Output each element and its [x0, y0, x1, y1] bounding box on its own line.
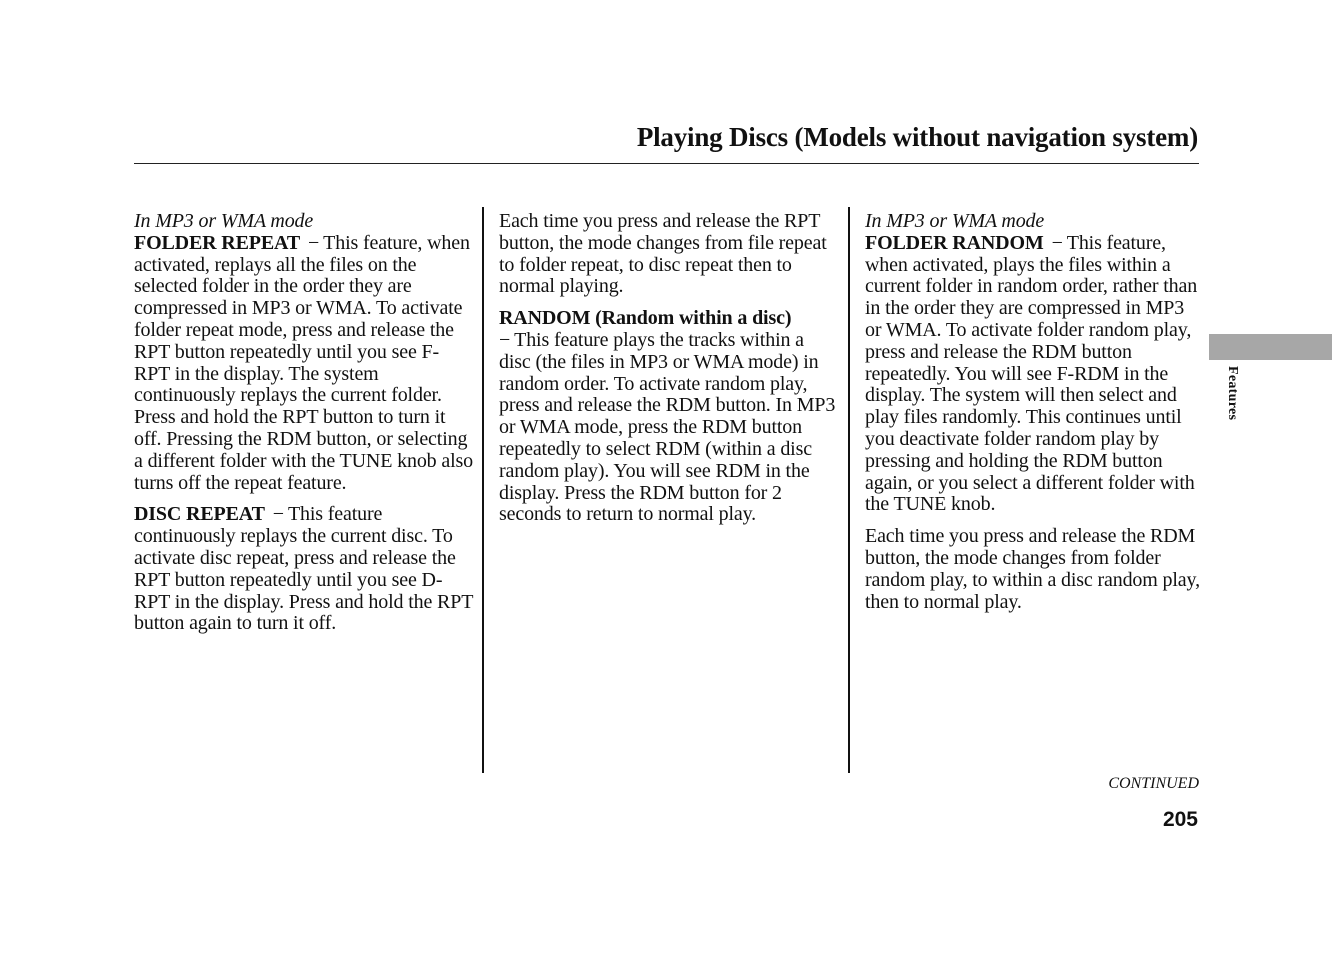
mode-label: In MP3 or WMA mode [865, 210, 1045, 232]
folder-random-section [865, 211, 1205, 516]
dash: − [499, 328, 511, 351]
repeat-cycle-text: Each time you press and release the RPT button, the mode changes from file repeat to folder repeat, to disc repeat then to normal playing. [499, 210, 827, 298]
random-cycle-paragraph [865, 526, 1205, 613]
folder-random-term: FOLDER RANDOM [865, 231, 1044, 254]
folder-random-text: This feature, when activated, plays the files within a current folder in random order, rather than in the order they are compressed in MP3 or WMA. To activate folder random play, press and release the RDM button repeatedly. You will see F-RDM in the display. The system will then select and play files randomly. This continues until you deactivate folder random play by pressing and holding the RDM button again, or you select a different folder with the TUNE knob. [865, 231, 1198, 516]
disc-repeat-text: This feature continuously replays the current disc. To activate disc repeat, press and release the RPT button repeatedly until you see D-RPT in the display. Press and hold the RPT button again to turn it off. [134, 503, 473, 635]
random-section [499, 308, 837, 526]
section-tab [1209, 334, 1332, 360]
column-3 [865, 211, 1205, 623]
repeat-cycle-paragraph [499, 211, 837, 298]
page-number: 205 [1162, 808, 1198, 831]
folder-repeat-section [134, 211, 474, 494]
page-title: Playing Discs (Models without navigation system) [636, 122, 1198, 152]
column-1 [134, 211, 474, 645]
dash: − [272, 503, 284, 526]
folder-repeat-term: FOLDER REPEAT [134, 231, 301, 254]
section-tab-label: Features [1225, 366, 1240, 421]
column-2 [499, 211, 837, 536]
column-divider [482, 207, 484, 773]
column-divider [848, 207, 850, 773]
mode-label: In MP3 or WMA mode [134, 210, 314, 232]
random-term: RANDOM (Random within a disc) [499, 307, 792, 330]
disc-repeat-term: DISC REPEAT [134, 503, 265, 526]
title-rule [134, 163, 1199, 164]
random-cycle-text: Each time you press and release the RDM button, the mode changes from folder random play, to within a disc random play, then to normal play. [865, 525, 1200, 613]
dash: − [1051, 231, 1063, 254]
folder-repeat-text: This feature, when activated, replays all the files on the selected folder in the order they are compressed in MP3 or WMA. To activate folder repeat mode, press and release the RPT button repeatedly until you see F-RPT in the display. The system continuously replays the current folder. Press and hold the RPT button to turn it off. Pressing the RDM button, or selecting a different folder with the TUNE knob also turns off the repeat feature. [134, 231, 473, 494]
continued-label: CONTINUED [1108, 775, 1199, 792]
random-text: This feature plays the tracks within a disc (the files in MP3 or WMA mode) in random order. To activate random play, press and release the RDM button. In MP3 or WMA mode, press the RDM button repeatedly to select RDM (within a disc random play). You will see RDM in the display. Press the RDM button for 2 seconds to return to normal play. [499, 328, 836, 526]
disc-repeat-section [134, 504, 474, 635]
dash: − [308, 231, 320, 254]
